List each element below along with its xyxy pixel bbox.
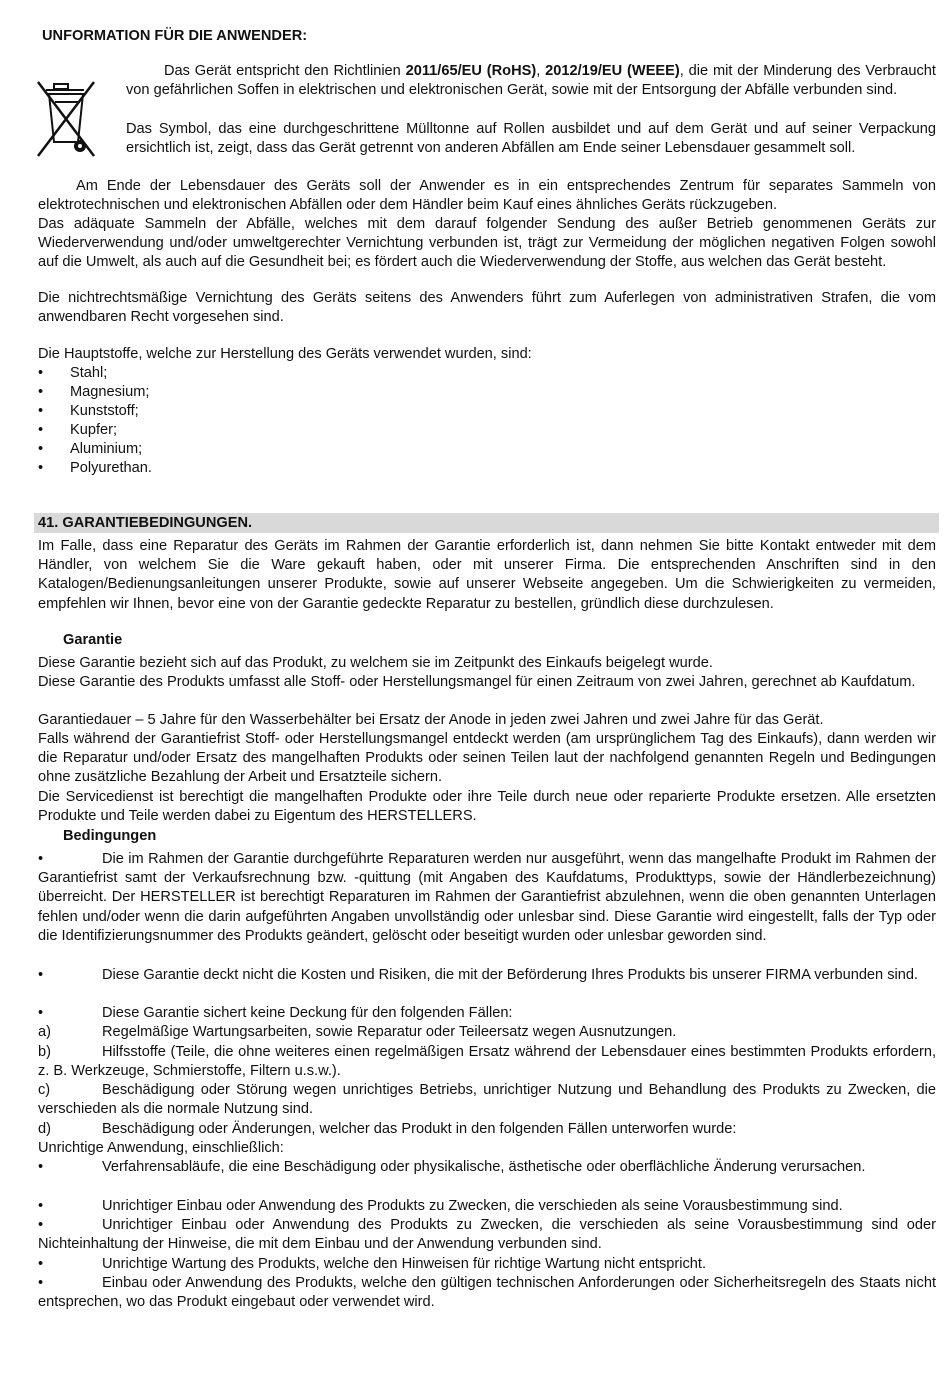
- paragraph-garantie-2: Diese Garantie des Produkts umfasst alle Stoff- oder Herstellungsmangel für einen Zeitraum von zwei Jahren, gerechnet ab Kaufdatum.: [38, 674, 916, 690]
- list-item-misuse: • Einbau oder Anwendung des Produkts, welche den gültigen technischen Anforderungen oder Sicherheitsregeln des Staats nicht entsprechen, wo das Produkt eingebaut oder verwendet wird.: [38, 1275, 936, 1311]
- paragraph-collection: Das adäquate Sammeln der Abfälle, welches mit dem darauf folgender Sendung des außer Betrieb genommenen Geräts zur Wiederverwendung und/oder umweltgerechter Vernichtung verbunden ist, trägt zur Vermeidung der möglichen negativen Folgen sowohl auf die Umwelt, als auch auf die Gesundheit bei; es fördert auch die Wiederverwendung der Stoffe, aus welchen das Gerät besteht.: [38, 216, 936, 271]
- crossed-out-bin-icon: [34, 74, 100, 164]
- list-item-condition: • Die im Rahmen der Garantie durchgeführte Reparaturen werden nur ausgeführt, wenn das mangelhafte Produkt im Rahmen der Garantiefrist samt der Verkaufsrechnung bzw. -quittung (mit Angaben des Kaufdatums, Produkttyps, sowie der Händlerbezeichnung) überreicht. Der HERSTELLER ist berechtigt Reparaturen im Rahmen der Garantiefrist abzulehnen, wenn die oben genannten Unterlagen fehlen und/oder wenn die darin aufgeführten Angaben unvollständig oder unlesbar sind. Diese Garantie wird eingestellt, falls der Typ oder die Identifizierungsnummer des Produkts geändert, gelöscht oder beseitigt wurden oder unlesbar geworden sind.: [38, 851, 936, 944]
- paragraph-garantie-repair: Falls während der Garantiefrist Stoff- oder Herstellungsmangel entdeckt werden (am ursprünglichem Tag des Einkaufs), dann werden wir die Reparatur und/oder Ersatz des mangelhaften Produkts oder seinen Teilen laut der nachfolgend genannten Regeln und Bedingungen ohne zusätzliche Bezahlung der Arbeit und Ersatzteile sichern.: [38, 731, 936, 786]
- list-item-misuse: • Unrichtige Wartung des Produkts, welche den Hinweisen für richtige Wartung nicht entspricht.: [38, 1256, 707, 1272]
- list-item-exclusion-a: a) Regelmäßige Wartungsarbeiten, sowie Reparatur oder Teileersatz wegen Ausnutzungen.: [38, 1024, 677, 1040]
- list-item-exclusion-d: d) Beschädigung oder Änderungen, welcher das Produkt in den folgenden Fällen unterworfen wurde:: [38, 1121, 737, 1137]
- list-item-exclusion-c: c) Beschädigung oder Störung wegen unrichtiges Betriebs, unrichtiger Nutzung und Behandlung des Produkts zu Zwecken, die verschieden als die normale Nutzung sind.: [38, 1082, 936, 1118]
- paragraph-warranty-intro: Im Falle, dass eine Reparatur des Geräts im Rahmen der Garantie erforderlich ist, dann nehmen Sie bitte Kontakt entweder mit dem Händler, von welchem Sie die Ware gekauft haben, oder mit unserer Firma. Die entsprechenden Anschriften sind in den Katalogen/Bedienungsanleitungen unserer Produkte, sowie auf unserer Webseite angegeben. Um die Schwierigkeiten zu vermeiden, empfehlen wir Ihnen, bevor eine von der Garantie gedeckte Reparatur zu bestellen, gründlich diese durchzulesen.: [38, 538, 936, 612]
- subheading-bedingungen: Bedingungen: [63, 828, 157, 844]
- list-item-misuse: • Unrichtiger Einbau oder Anwendung des Produkts zu Zwecken, die verschieden als seine Vorausbestimmung sind.: [38, 1198, 843, 1214]
- paragraph-misuse-label: Unrichtige Anwendung, einschließlich:: [38, 1140, 284, 1156]
- paragraph-penalty: Die nichtrechtsmäßige Vernichtung des Geräts seitens des Anwenders führt zum Auferlegen von administrativen Strafen, die vom anwendbaren Recht vorgesehen sind.: [38, 290, 936, 326]
- list-item-condition: • Diese Garantie sichert keine Deckung für den folgenden Fällen:: [38, 1005, 513, 1021]
- paragraph-garantie-1: Diese Garantie bezieht sich auf das Produkt, zu welchem sie im Zeitpunkt des Einkaufs beigelegt wurde.: [38, 655, 713, 671]
- page-heading: UNFORMATION FÜR DIE ANWENDER:: [42, 28, 308, 44]
- intro-paragraph-directives: Das Gerät entspricht den Richtlinien 2011/65/EU (RoHS), 2012/19/EU (WEEE), die mit der Minderung des Verbraucht von gefährlichen Soffen in elektrischen und elektronischen Gerät, sowie mit der Entsorgung der Abfälle verbunden sind.: [126, 63, 936, 99]
- intro-paragraph-symbol: Das Symbol, das eine durchgeschrittene Mülltonne auf Rollen ausbildet und auf dem Gerät und auf seiner Verpackung ersichtlich ist, zeigt, dass das Gerät getrennt von anderen Abfällen am Ende seiner Lebensdauer gesammelt soll.: [126, 121, 936, 157]
- paragraph-garantie-duration: Garantiedauer – 5 Jahre für den Wasserbehälter bei Ersatz der Anode in jeden zwei Jahren und zwei Jahre für das Gerät.: [38, 712, 824, 728]
- list-item-misuse: • Verfahrensabläufe, die eine Beschädigung oder physikalische, ästhetische oder oberflächliche Änderung verursachen.: [38, 1159, 866, 1175]
- subheading-garantie: Garantie: [63, 632, 123, 648]
- weee-directive: 2012/19/EU (WEEE): [545, 63, 680, 79]
- list-item-exclusion-b: b) Hilfsstoffe (Teile, die ohne weiteres einen regelmäßigen Ersatz während der Lebensdauer eines bestimmten Produkts erfordern, z. B. Werkzeuge, Schmierstoffe, Filtern u.s.w.).: [38, 1044, 936, 1080]
- rohs-directive: 2011/65/EU (RoHS): [405, 63, 537, 79]
- list-item-condition: • Diese Garantie deckt nicht die Kosten und Risiken, die mit der Beförderung Ihres Produkts bis unserer FIRMA verbunden sind.: [38, 967, 919, 983]
- list-item-misuse: • Unrichtiger Einbau oder Anwendung des Produkts zu Zwecken, die verschieden als seine Vorausbestimmung sind oder Nichteinhaltung der Hinweise, die mit dem Einbau und der Anwendung verbunden sind.: [38, 1217, 936, 1253]
- paragraph-end-of-life: Am Ende der Lebensdauer des Geräts soll der Anwender es in ein entsprechendes Zentrum für separates Sammeln von elektrotechnischen und elektronischen Abfällen oder dem Händler beim Kauf eines ähnliches Geräts rückzugeben.: [38, 178, 936, 214]
- paragraph-garantie-service: Die Servicedienst ist berechtigt die mangelhaften Produkte oder ihre Teile durch neue oder reparierte Produkte ersetzen. Alle ersetzten Produkte und Teile werden dabei zu Eigentum des HERSTELLERS.: [38, 789, 936, 825]
- section-header-warranty: 41. GARANTIEBEDINGUNGEN.: [34, 513, 939, 533]
- paragraph-materials-intro: Die Hauptstoffe, welche zur Herstellung des Geräts verwendet wurden, sind:: [38, 346, 532, 362]
